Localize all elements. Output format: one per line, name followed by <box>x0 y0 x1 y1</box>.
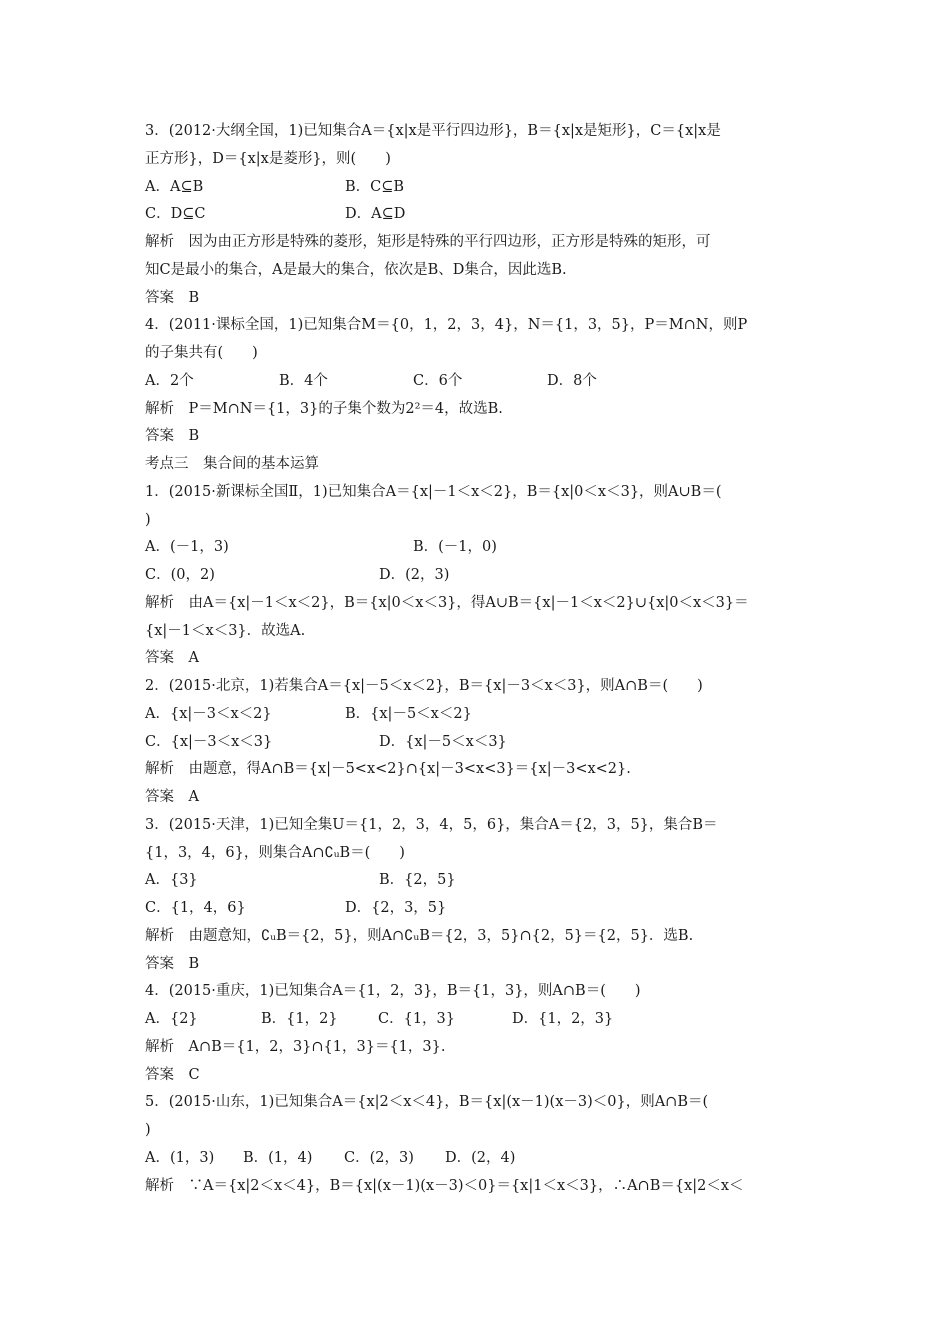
choice-option: D．{2，3，5} <box>345 900 447 916</box>
text-line: 4．(2011·课标全国，1)已知集合M＝{0，1，2，3，4}，N＝{1，3，5}，P＝M∩N，则P <box>145 317 748 334</box>
choice-option: A．{2} <box>145 1011 198 1027</box>
choice-option: A．{3} <box>145 872 198 889</box>
choice-option: D．8个 <box>547 372 597 389</box>
choice-option: D．A⊆D <box>345 206 406 223</box>
options-line <box>145 534 810 562</box>
options-line <box>145 1145 810 1173</box>
text-line: 正方形}，D＝{x|x是菱形}，则( ) <box>145 150 391 167</box>
text-line: 知C是最小的集合，A是最大的集合，依次是B、D集合，因此选B. <box>145 261 567 278</box>
text-line: ) <box>145 511 151 528</box>
text-line: 1．(2015·新课标全国Ⅱ，1)已知集合A＝{x|－1＜x＜2}，B＝{x|0＜x＜3}，则A∪B＝( <box>145 483 722 500</box>
text-line: 答案 B <box>145 428 200 445</box>
text-line: 答案 B <box>145 955 200 972</box>
text-line: 3．(2012·大纲全国，1)已知集合A＝{x|x是平行四边形}，B＝{x|x是矩形}，C＝{x|x是 <box>145 123 721 139</box>
choice-option: C．(2，3) <box>344 1149 414 1166</box>
text-line: 解析 A∩B＝{1，2，3}∩{1，3}＝{1，3}. <box>145 1038 446 1055</box>
text-line: 答案 A <box>145 650 199 667</box>
choice-option: B．{1，2} <box>261 1011 338 1027</box>
text-line: 5．(2015·山东，1)已知集合A＝{x|2＜x＜4}，B＝{x|(x－1)(x－3)＜0}，则A∩B＝( <box>145 1094 709 1111</box>
choice-option: A．2个 <box>145 372 194 389</box>
options-line <box>145 729 810 757</box>
choice-option: A．(1，3) <box>145 1149 215 1166</box>
text-line: 解析 由题意知，∁ᵤB＝{2，5}，则A∩∁ᵤB＝{2，3，5}∩{2，5}＝{2，5}．选B. <box>145 927 694 944</box>
choice-option: B．(1，4) <box>243 1149 313 1166</box>
choice-option: A．(－1，3) <box>145 539 229 556</box>
text-line: 解析 由题意，得A∩B＝{x|－5<x<2}∩{x|－3<x<3}＝{x|－3<x<2}. <box>145 761 631 778</box>
choice-option: C．{1，3} <box>378 1011 455 1027</box>
text-line: {1，3，4，6}，则集合A∩∁ᵤB＝( ) <box>145 844 405 861</box>
options-line <box>145 562 810 590</box>
text-line: 2．(2015·北京，1)若集合A＝{x|－5＜x＜2}，B＝{x|－3＜x＜3}，则A∩B＝( ) <box>145 678 703 694</box>
options-line <box>145 701 810 729</box>
choice-option: B．{2，5} <box>379 872 456 889</box>
choice-option: B．(－1，0) <box>413 539 497 556</box>
choice-option: B．{x|－5＜x＜2} <box>345 705 472 722</box>
text-line: 解析 ∵A＝{x|2＜x＜4}，B＝{x|(x－1)(x－3)＜0}＝{x|1＜x＜3}，∴A∩B＝{x|2＜x＜ <box>145 1177 744 1194</box>
choice-option: C．{x|－3＜x＜3} <box>145 733 273 750</box>
text-line: 的子集共有( ) <box>145 345 258 361</box>
options-line <box>145 201 810 229</box>
options-line <box>145 1006 810 1034</box>
text-line: 3．(2015·天津，1)已知全集U＝{1，2，3，4，5，6}，集合A＝{2，3，5}，集合B＝ <box>145 816 718 833</box>
choice-option: B．4个 <box>279 372 328 389</box>
choice-option: C．(0，2) <box>145 567 215 583</box>
options-line <box>145 368 810 396</box>
choice-option: A．{x|－3＜x＜2} <box>145 705 272 722</box>
choice-option: C．D⊆C <box>145 206 206 223</box>
text-line: 解析 因为由正方形是特殊的菱形，矩形是特殊的平行四边形，正方形是特殊的矩形，可 <box>145 234 711 250</box>
options-line <box>145 895 810 923</box>
document-page <box>145 118 810 1200</box>
choice-option: D．{x|－5＜x＜3} <box>379 733 507 750</box>
text-line: 考点三 集合间的基本运算 <box>145 456 319 472</box>
text-line: 答案 C <box>145 1066 200 1083</box>
choice-option: A．A⊆B <box>145 178 204 195</box>
choice-option: C．6个 <box>413 372 463 389</box>
text-line: 解析 P＝M∩N＝{1，3}的子集个数为2²＝4，故选B. <box>145 400 503 417</box>
text-line: 解析 由A＝{x|－1＜x＜2}，B＝{x|0＜x＜3}，得A∪B＝{x|－1＜x＜2}∪{x|0＜x＜3}＝ <box>145 594 749 611</box>
choice-option: D．(2，3) <box>379 567 450 583</box>
choice-option: D．(2，4) <box>445 1149 516 1166</box>
text-line: {x|－1＜x＜3}．故选A. <box>145 622 306 639</box>
choice-option: C．{1，4，6} <box>145 900 246 916</box>
choice-option: D．{1，2，3} <box>512 1011 614 1027</box>
text-line: 4．(2015·重庆，1)已知集合A＝{1，2，3}，B＝{1，3}，则A∩B＝( ) <box>145 983 641 1000</box>
choice-option: B．C⊆B <box>345 178 405 195</box>
text-line: ) <box>145 1122 151 1138</box>
text-line: 答案 A <box>145 789 199 805</box>
text-line: 答案 B <box>145 289 200 306</box>
options-line <box>145 174 810 202</box>
options-line <box>145 867 810 895</box>
